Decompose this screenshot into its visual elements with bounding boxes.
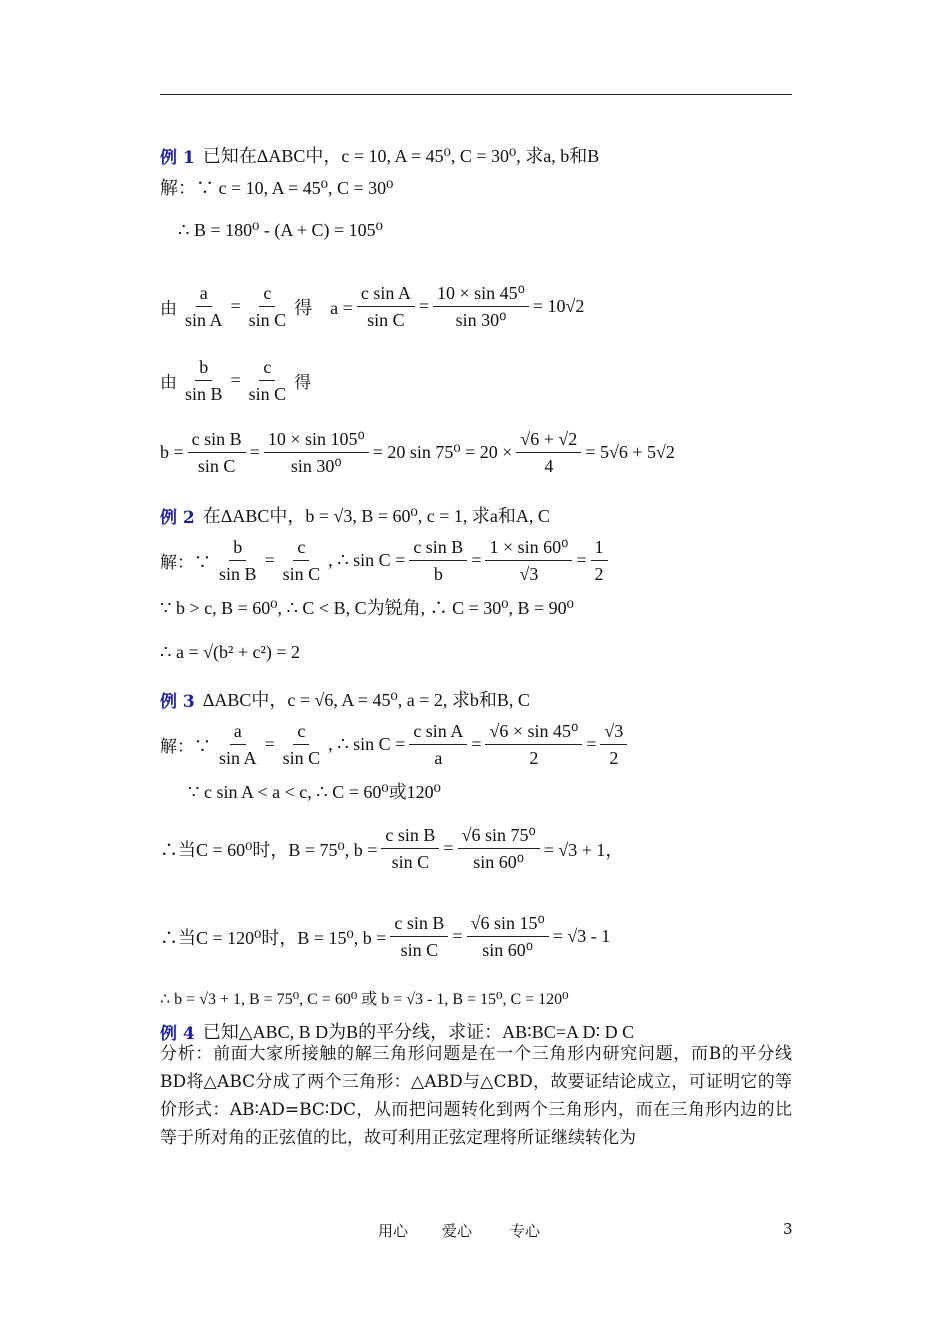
text: , ∴ sin C = <box>328 550 406 570</box>
numerator: c <box>259 356 275 381</box>
denominator: sin C <box>197 456 236 476</box>
denominator: sin C <box>248 384 287 404</box>
fraction <box>467 912 549 961</box>
formula-line <box>160 536 612 585</box>
fraction <box>485 720 582 769</box>
formula-line <box>160 282 584 331</box>
denominator: 2 <box>529 748 539 768</box>
denominator: sin 60⁰ <box>482 940 533 960</box>
fraction <box>264 428 369 477</box>
denominator: 4 <box>544 456 554 476</box>
text: 解：∵ <box>160 737 211 757</box>
denominator: sin A <box>185 310 223 330</box>
operator: = <box>264 550 275 570</box>
fraction <box>458 824 540 873</box>
operator: = <box>230 296 241 316</box>
denominator: sin C <box>400 940 439 960</box>
formula-line <box>160 720 631 769</box>
text: 得 a = <box>294 297 353 318</box>
numerator: √6 × sin 45⁰ <box>485 720 582 745</box>
numerator: c sin B <box>390 912 448 937</box>
text: ∴当C = 60⁰时，B = 75⁰, b = <box>160 839 378 860</box>
fraction <box>181 356 227 405</box>
numerator: c <box>293 536 309 561</box>
operator: = <box>452 926 463 946</box>
example-3-heading <box>160 686 530 712</box>
fraction <box>600 720 627 769</box>
denominator: sin B <box>185 384 223 404</box>
fraction <box>381 824 439 873</box>
text: 解：∵ <box>160 553 211 573</box>
footer-motto: 爱心 <box>442 1222 473 1240</box>
fraction <box>279 720 325 769</box>
example-statement: 在ΔABC中，b = √3, B = 60⁰, c = 1, 求a和A, C <box>202 506 550 526</box>
fraction <box>181 282 227 331</box>
fraction <box>409 536 467 585</box>
numerator: c sin A <box>409 720 467 745</box>
text: ∴当C = 120⁰时，B = 15⁰, b = <box>160 927 387 948</box>
operator: = <box>443 838 454 858</box>
operator: = <box>586 734 597 754</box>
numerator: a <box>230 720 246 745</box>
operator: = <box>230 370 241 390</box>
example-label: 例 1 <box>160 147 195 168</box>
analysis-paragraph: 分析：前面大家所接触的解三角形问题是在一个三角形内研究问题，而B的平分线BD将△ABC分成了两个三角形：△ABD与△CBD，故要证结论成立，可证明它的等价形式：AB∶AD=BC∶DC，从而把问题转化到两个三角形内，而在三角形内边的比等于所对角的正弦值的比，故可利用正弦定理将所证继续转化为 <box>160 1044 792 1148</box>
fraction <box>215 536 261 585</box>
operator: = <box>249 442 260 462</box>
denominator: 2 <box>594 564 604 584</box>
denominator: sin 30⁰ <box>290 456 342 476</box>
text: = 20 sin 75⁰ = 20 × <box>372 442 513 462</box>
operator: = <box>576 550 587 570</box>
fraction <box>390 912 448 961</box>
solution-line: ∵ c sin A < a < c, ∴ C = 60⁰或120⁰ <box>188 782 441 802</box>
numerator: b <box>195 356 212 381</box>
solution-line: ∴ b = √3 + 1, B = 75⁰, C = 60⁰ 或 b = √3 - 1, B = 15⁰, C = 120⁰ <box>160 991 569 1008</box>
operator: = <box>471 550 482 570</box>
fraction <box>188 428 246 477</box>
example-label: 例 3 <box>160 691 195 712</box>
formula-line <box>160 824 623 873</box>
fraction <box>516 428 581 477</box>
text: 由 <box>160 299 177 319</box>
fraction <box>433 282 529 331</box>
example-statement: ΔABC中，c = √6, A = 45⁰, a = 2, 求b和B, C <box>202 690 530 710</box>
denominator: sin 30⁰ <box>455 310 507 330</box>
numerator: √3 <box>600 720 627 745</box>
denominator: a <box>434 748 443 768</box>
numerator: 1 <box>591 536 608 561</box>
formula-line <box>160 428 675 477</box>
fraction <box>215 720 261 769</box>
numerator: 1 × sin 60⁰ <box>485 536 572 561</box>
denominator: sin C <box>248 310 287 330</box>
text: 得 <box>294 373 312 393</box>
denominator: 2 <box>609 748 619 768</box>
fraction <box>485 536 572 585</box>
numerator: 10 × sin 45⁰ <box>433 282 529 307</box>
fraction <box>279 536 325 585</box>
example-label: 例 4 <box>160 1023 195 1044</box>
footer-motto: 专心 <box>510 1222 541 1240</box>
numerator: c sin B <box>409 536 467 561</box>
formula-line <box>160 912 610 961</box>
example-1-heading <box>160 142 599 168</box>
numerator: c sin A <box>357 282 415 307</box>
result: = √3 + 1， <box>543 839 624 860</box>
solution-line: ∵ b > c, B = 60⁰, ∴ C < B, C为锐角, ∴ C = 30⁰, B = 90⁰ <box>160 598 574 618</box>
example-label: 例 2 <box>160 507 195 528</box>
numerator: √6 + √2 <box>516 428 581 453</box>
numerator: √6 sin 75⁰ <box>458 824 540 849</box>
operator: = <box>418 296 429 316</box>
fraction <box>357 282 415 331</box>
operator: = <box>471 734 482 754</box>
numerator: c sin B <box>188 428 246 453</box>
solution-line: ∴ B = 180⁰ - (A + C) = 105⁰ <box>178 220 383 240</box>
fraction <box>245 282 291 331</box>
numerator: a <box>196 282 212 307</box>
denominator: sin C <box>391 852 430 872</box>
numerator: c sin B <box>381 824 439 849</box>
numerator: 10 × sin 105⁰ <box>264 428 369 453</box>
solution-line: ∴ a = √(b² + c²) = 2 <box>160 642 301 662</box>
numerator: c <box>259 282 275 307</box>
result: = √3 - 1 <box>552 926 611 946</box>
text: , ∴ sin C = <box>328 734 406 754</box>
fraction <box>591 536 608 585</box>
denominator: sin 60⁰ <box>473 852 524 872</box>
fraction <box>245 356 291 405</box>
denominator: sin C <box>367 310 405 330</box>
result: = 10√2 <box>532 296 585 316</box>
text: 由 <box>160 373 177 393</box>
text: b = <box>160 442 184 462</box>
denominator: sin C <box>282 748 321 768</box>
example-statement: 已知△ABC, B D为B的平分线，求证：AB∶BC=A D∶ D C <box>202 1022 635 1042</box>
example-2-heading <box>160 502 550 528</box>
denominator: sin A <box>219 748 257 768</box>
solution-line: 解：∵ c = 10, A = 45⁰, C = 30⁰ <box>160 178 394 198</box>
numerator: c <box>293 720 309 745</box>
formula-line <box>160 356 311 405</box>
footer-motto: 用心 <box>378 1222 409 1240</box>
denominator: √3 <box>519 564 539 584</box>
page-number: 3 <box>783 1220 793 1238</box>
operator: = <box>264 734 275 754</box>
result: = 5√6 + 5√2 <box>585 442 675 462</box>
header-rule <box>160 94 792 95</box>
numerator: √6 sin 15⁰ <box>467 912 549 937</box>
fraction <box>409 720 467 769</box>
denominator: sin B <box>219 564 257 584</box>
denominator: sin C <box>282 564 321 584</box>
denominator: b <box>433 564 443 584</box>
example-statement: 已知在ΔABC中，c = 10, A = 45⁰, C = 30⁰, 求a, b和B <box>202 146 600 166</box>
numerator: b <box>229 536 246 561</box>
